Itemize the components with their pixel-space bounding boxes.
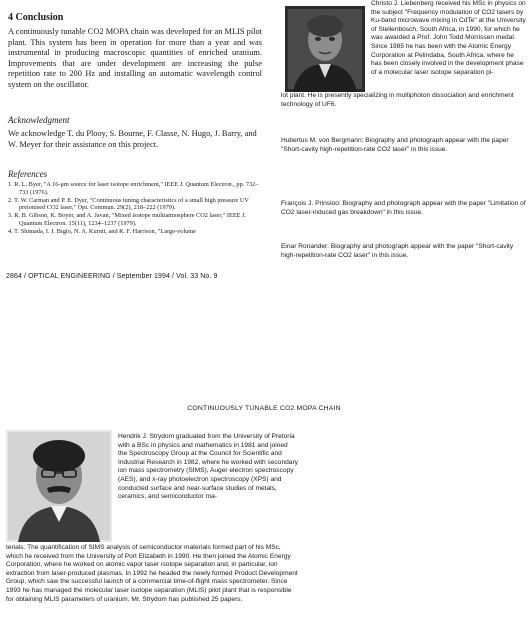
- references-heading: References: [8, 169, 48, 179]
- bio-ronander: Einar Ronander: Biography and photograph appear with the paper "Short-cavity high-repetition-rate CO2 laser" in this issue.: [281, 243, 514, 259]
- bio-liebenberg-part1: Christo J. Liebenberg received his MSc in physics on the subject "Frequency modulation of CO2 lasers by Ku-band microwave mixing in CdTe" at the University of Stellenbosch, South Africa, in 1990, for which he was awarded a Prof. John Todd Morrissen medal. Since 1985 he has been with the Atomic Energy Corporation at Pelindaba, South Africa, where he has been closely involved in the development phase of a molecular laser isotope separation pi-: [371, 0, 526, 76]
- bio-liebenberg-part2: lot plant. He is presently specializing in multiphoton dissociation and enrichment technology of UF6.: [281, 92, 514, 108]
- page-footer: 2864 / OPTICAL ENGINEERING / September 1994 / Vol. 33 No. 9: [6, 273, 218, 280]
- bio-prinsloo: François J. Prinsloo: Biography and photograph appear with the paper "Limitation of CO2 laser-induced gas breakdown" in this issue.: [281, 200, 526, 216]
- section-heading-conclusion: 4 Conclusion: [8, 12, 64, 23]
- reference-item: 3. R. B. Gibson, K. Boyer, and A. Javan, "Mixed isotope multiatmosphere CO2 laser," IEEE J. Quantum Electron. 15(11), 1234–1237 (1979).: [8, 212, 247, 227]
- running-title: CONTINUOUSLY TUNABLE CO2 MOPA CHAIN: [187, 405, 341, 412]
- author-photo-liebenberg: [285, 6, 365, 92]
- bio-von-bergmann: Hubertus M. von Bergmann: Biography and photograph appear with the paper "Short-cavity high-repetition-rate CO2 laser" in this issue.: [281, 137, 509, 153]
- acknowledgment-paragraph: We acknowledge T. du Plooy, S. Bourne, F. Classe, N. Hugo, J. Barry, and W. Meyer for their assistance on this project.: [8, 129, 257, 149]
- bio-strydom-part2: terials. The quantification of SIMS analysis of semiconductor materials formed part of his MSc, which he received from the University of Port Elizabeth in 1990. He then joined the Atomic Energy Corporation, where he worked on atomic vapor laser isotope separation and, in particular, ion extraction from laser-produced plasmas. In 1992 he headed the newly formed Product Development Group, which saw the successful launch of a commercial time-of-flight mass spectrometer. Since 1993 he has managed the molecular laser isotope separation (MLIS) pilot plant that is responsible for obtaining MLIS parameters of uranium. Mr. Strydom has published 25 papers.: [6, 544, 298, 603]
- reference-item: 1. R. L. Byer, "A 16-μm source for laser isotope enrichment," IEEE J. Quantum Electron., pp. 732–733 (1976).: [8, 181, 259, 196]
- reference-item: 4. T. Shimada, I. J. Bigio, N. A. Kurnit, and R. F. Harrison, "Large-volume: [8, 227, 196, 235]
- acknowledgment-heading: Acknowledgment: [8, 115, 70, 125]
- bio-strydom-part1: Hendrik J. Strydom graduated from the University of Pretoria with a BSc in physics and mathematics in 1981 and joined the Spectroscopy Group at the Council for Scientific and Industrial Research in 1982, where he worked with secondary ion mass spectrometry (SIMS), Auger electron spectroscopy (AES), and x-ray photoelectron spectroscopy (XPS) and conducted surface and near-surface studies of metals, ceramics, and semiconductor ma-: [118, 433, 298, 501]
- reference-item: 2. T. W. Carman and P. E. Dyer, "Continuous tuning characteristics of a small high pressure UV preionised CO2 laser," Opt. Commun. 29(2), 218–222 (1979).: [8, 196, 249, 212]
- conclusion-paragraph: A continuously tunable CO2 MOPA chain was developed for an MLIS pilot plant. This system has been in operation for more than a year and was instrumental in producing macroscopic quantities of enriched uranium. Improvements that are under development are increasing the pulse repetition rate to 200 Hz and installing an automatic wavelength control system on the oscillator.: [8, 27, 262, 89]
- author-photo-strydom: [6, 430, 112, 542]
- references-list: [8, 181, 260, 236]
